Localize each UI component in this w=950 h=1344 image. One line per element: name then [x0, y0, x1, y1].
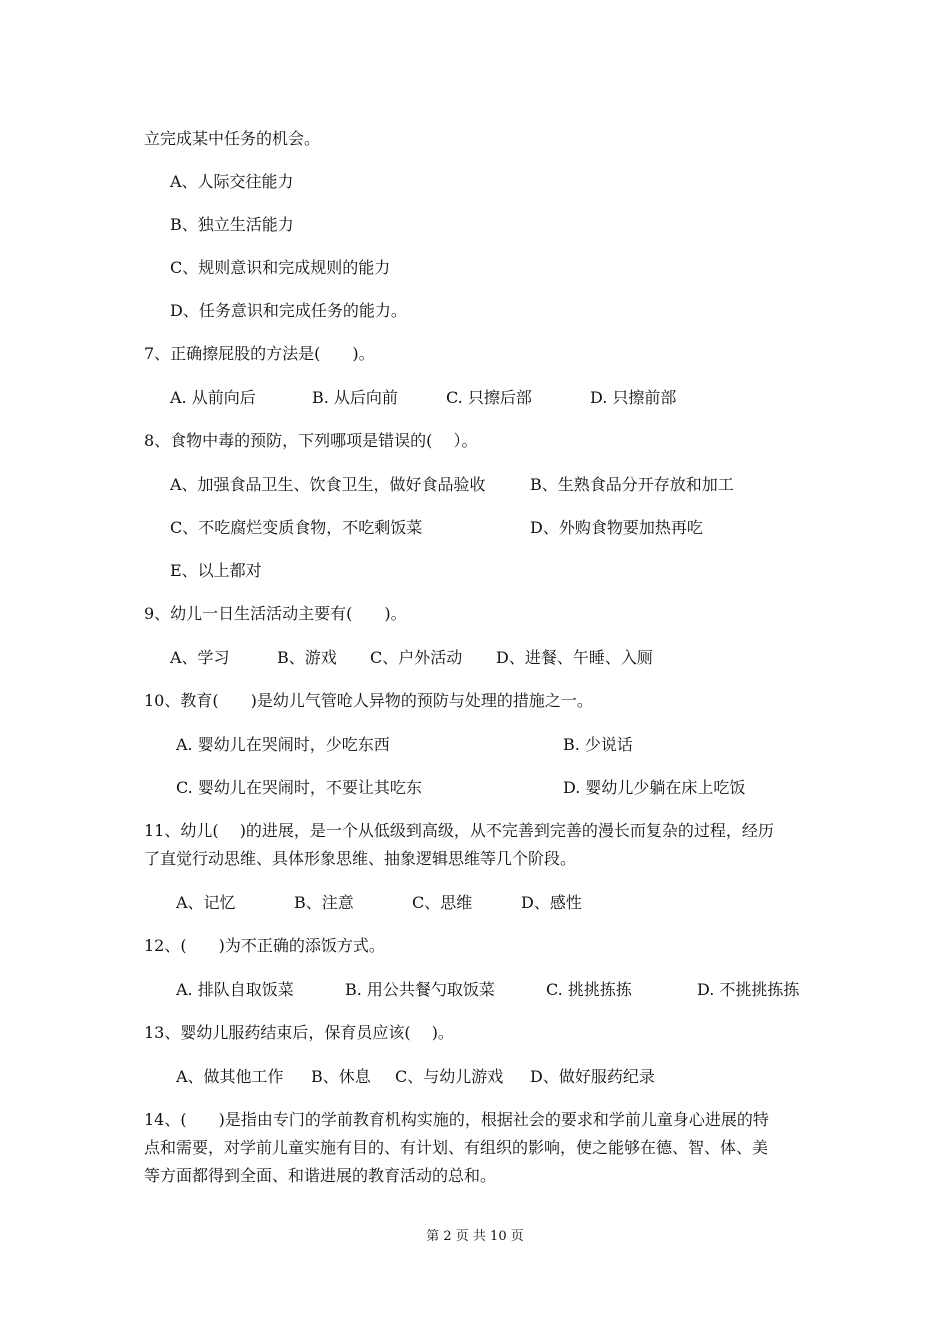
q9-option-d: D、进餐、午睡、入厕 — [496, 648, 653, 667]
q12-option-d: D. 不挑挑拣拣 — [697, 980, 800, 999]
question-12: 12、( )为不正确的添饭方式。 — [144, 936, 385, 955]
q13-option-a: A、做其他工作 — [176, 1067, 284, 1086]
q8-option-c: C、不吃腐烂变质食物，不吃剩饭菜 — [170, 518, 423, 537]
q10-option-b: B. 少说话 — [563, 735, 633, 754]
continued-question-text: 立完成某中任务的机会。 — [144, 129, 321, 148]
q9-option-b: B、游戏 — [277, 648, 337, 667]
q10-option-a: A. 婴幼儿在哭闹时，少吃东西 — [176, 735, 390, 754]
q9-option-a: A、学习 — [170, 648, 230, 667]
question-7: 7、正确擦屁股的方法是( )。 — [144, 344, 375, 363]
q13-option-d: D、做好服药纪录 — [530, 1067, 655, 1086]
q12-option-a: A. 排队自取饭菜 — [176, 980, 294, 999]
q6-option-c: C、规则意识和完成规则的能力 — [170, 258, 391, 277]
q9-option-c: C、户外活动 — [370, 648, 463, 667]
q12-option-c: C. 挑挑拣拣 — [546, 980, 632, 999]
question-11-line-2: 了直觉行动思维、具体形象思维、抽象逻辑思维等几个阶段。 — [144, 849, 577, 868]
q8-option-d: D、外购食物要加热再吃 — [530, 518, 703, 537]
question-8: 8、食物中毒的预防，下列哪项是错误的( ）。 — [144, 431, 478, 450]
q7-option-b: B. 从后向前 — [312, 388, 398, 407]
q6-option-b: B、独立生活能力 — [170, 215, 294, 234]
q11-option-a: A、记忆 — [176, 893, 236, 912]
question-9: 9、幼儿一日生活活动主要有( )。 — [144, 604, 407, 623]
q11-option-d: D、感性 — [521, 893, 582, 912]
q13-option-b: B、休息 — [311, 1067, 371, 1086]
page-footer: 第 2 页 共 10 页 — [426, 1229, 524, 1244]
q12-option-b: B. 用公共餐勺取饭菜 — [345, 980, 495, 999]
q10-option-d: D. 婴幼儿少躺在床上吃饭 — [563, 778, 746, 797]
q7-option-d: D. 只擦前部 — [590, 388, 677, 407]
q6-option-a: A、人际交往能力 — [170, 172, 294, 191]
q7-option-c: C. 只擦后部 — [446, 388, 532, 407]
question-14-line-3: 等方面都得到全面、和谐进展的教育活动的总和。 — [144, 1166, 497, 1185]
question-14-line-1: 14、( )是指由专门的学前教育机构实施的，根据社会的要求和学前儿童身心进展的特 — [144, 1110, 769, 1129]
q8-option-e: E、以上都对 — [170, 561, 262, 580]
q7-option-a: A. 从前向后 — [170, 388, 256, 407]
q11-option-b: B、注意 — [294, 893, 354, 912]
question-10: 10、教育( )是幼儿气管呛人异物的预防与处理的措施之一。 — [144, 691, 593, 710]
q11-option-c: C、思维 — [412, 893, 473, 912]
q8-option-a: A、加强食品卫生、饮食卫生，做好食品验收 — [170, 475, 486, 494]
q8-option-b: B、生熟食品分开存放和加工 — [530, 475, 734, 494]
q13-option-c: C、与幼儿游戏 — [395, 1067, 504, 1086]
q6-option-d: D、任务意识和完成任务的能力。 — [170, 301, 407, 320]
q10-option-c: C. 婴幼儿在哭闹时，不要让其吃东 — [176, 778, 422, 797]
question-13: 13、婴幼儿服药结束后，保育员应该( )。 — [144, 1023, 454, 1042]
question-14-line-2: 点和需要，对学前儿童实施有目的、有计划、有组织的影响，使之能够在德、智、体、美 — [144, 1138, 769, 1157]
question-11-line-1: 11、幼儿( )的进展，是一个从低级到高级，从不完善到完善的漫长而复杂的过程，经历 — [144, 821, 774, 840]
